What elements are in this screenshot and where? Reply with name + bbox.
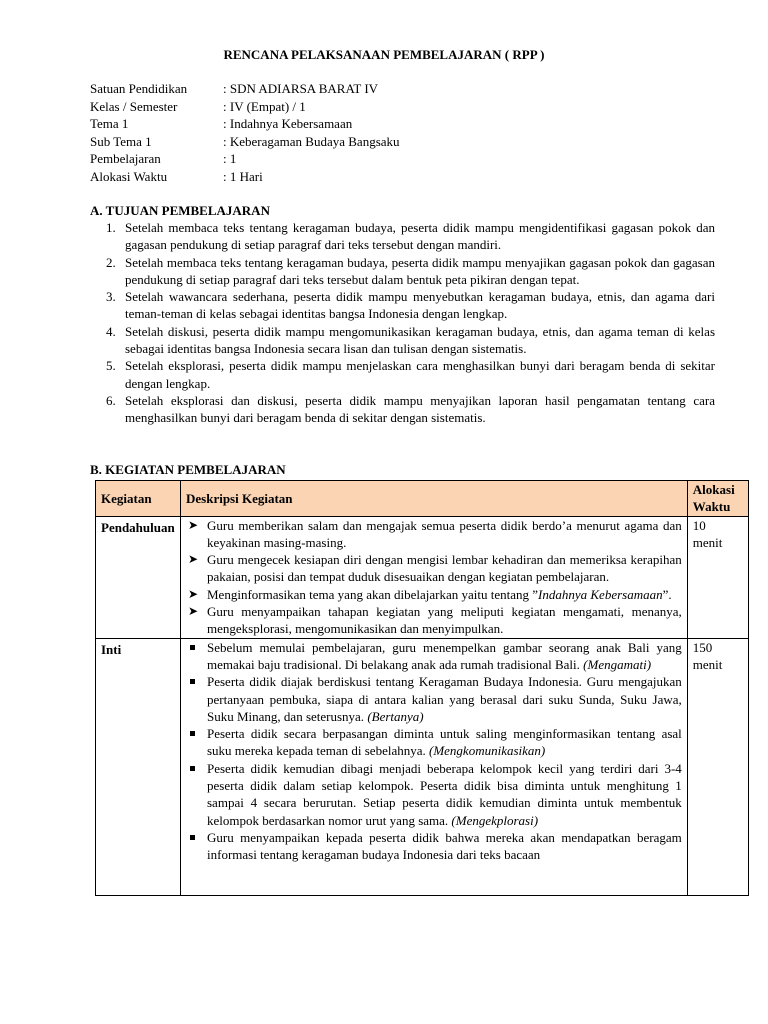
goal-text: Setelah eksplorasi, peserta didik mampu menjelaskan cara menghasilkan bunyi dari beragam benda di sekitar dengan lengkap. [125,358,715,391]
activity-time [687,516,748,638]
table-row-inti [96,638,749,895]
info-label: Satuan Pendidikan [90,81,188,96]
list-item [186,551,682,586]
arrow-bullet-icon: ➤ [188,552,199,567]
section-b-heading: B. KEGIATAN PEMBELAJARAN [90,462,286,477]
activity-tag: (Mengekplorasi) [451,812,539,828]
list-item-text: Sebelum memulai pembelajaran, guru menempelkan gambar seorang anak Bali yang memakai baju tradisional. Di belakang anak ada rumah tradisional Bali. [207,639,682,672]
goal-item [90,392,715,427]
square-bullet-icon [190,731,195,736]
table-row-pendahuluan [96,516,749,638]
identity-block [90,80,400,185]
info-label: Pembelajaran [90,151,161,166]
list-item [186,673,682,725]
list-item [186,586,682,603]
theme-name: Indahnya Kebersamaan [538,586,663,602]
activity-tag: (Bertanya) [367,708,424,724]
info-label: Kelas / Semester [90,98,178,114]
info-value: : IV (Empat) / 1 [223,98,306,114]
arrow-bullet-icon: ➤ [188,604,199,619]
info-row-subtema [90,133,400,151]
goal-item [90,288,715,323]
goal-number: 6. [106,392,116,408]
list-item [186,760,682,829]
goal-item [90,254,715,289]
activity-table [95,480,749,896]
header-kegiatan: Kegiatan [96,481,181,517]
activity-time [687,638,748,895]
goal-text: Setelah diskusi, peserta didik mampu mengomunikasikan keragaman budaya, etnis, dan agama teman di kelas sebagai identitas bangsa Indonesia secara lisan dan tulisan dengan sistematis. [125,323,715,357]
arrow-bullet-icon: ➤ [188,517,199,532]
goal-text: Setelah membaca teks tentang keragaman budaya, peserta didik mampu mengidentifikasi gagasan pokok dan gagasan pendukung di setiap paragraf dari teks tersebut dengan mandiri. [125,220,715,253]
square-bullet-icon [190,645,195,650]
list-item [186,639,682,674]
info-row-pembelajaran [90,150,400,168]
goal-number: 1. [106,220,116,235]
goal-item [90,219,715,254]
activity-name: Pendahuluan [96,516,181,638]
goal-number: 3. [106,289,116,305]
info-row-kelas [90,98,400,116]
list-item-text: Guru memberikan salam dan mengajak semua peserta didik berdo’a menurut agama dan keyakinan masing-masing. [207,517,682,550]
info-label: Alokasi Waktu [90,168,168,184]
section-a-heading: A. TUJUAN PEMBELAJARAN [90,203,270,218]
list-item [186,517,682,552]
activity-description [181,638,688,895]
goal-item [90,357,715,392]
info-value: : Keberagaman Budaya Bangsaku [223,133,400,149]
time-value: 150 [692,639,713,655]
goal-number: 4. [106,323,116,339]
info-row-satuan [90,80,400,98]
list-item [186,603,682,638]
info-value: : 1 Hari [223,168,263,184]
goal-text: Setelah wawancara sederhana, peserta didik mampu menyebutkan keragaman budaya, etnis, dan agama dari teman-teman di kelas sebagai identitas bangsa Indonesia dengan lengkap. [125,289,715,322]
goal-number: 2. [106,254,116,270]
header-alokasi: Alokasi Waktu [687,481,748,517]
info-value: : 1 [223,151,237,166]
arrow-bullet-icon: ➤ [188,586,199,601]
time-unit: menit [692,534,723,550]
activity-name: Inti [96,638,181,895]
info-label: Sub Tema 1 [90,133,152,149]
header-deskripsi: Deskripsi Kegiatan [181,481,688,517]
goal-item [90,323,715,358]
info-value: : SDN ADIARSA BARAT IV [223,81,379,96]
info-row-alokasi [90,168,400,186]
info-label: Tema 1 [90,116,129,131]
info-row-tema [90,115,400,133]
list-item-text: Guru mengecek kesiapan diri dengan mengisi lembar kehadiran dan memeriksa kerapihan pakaian, posisi dan tempat duduk disesuaikan dengan kegiatan pembelajaran. [207,552,682,585]
list-item-text: Peserta didik kemudian dibagi menjadi beberapa kelompok kecil yang terdiri dari 3-4 peserta didik dalam setiap kelompok. Peserta didik bisa diminta untuk menghitung 1 sampai 4 secara berurutan. Setiap peserta didik kemudian diminta untuk membentuk kelompok berdasarkan nomor urut yang sama. [207,760,682,828]
table-header-row [96,481,749,517]
list-item [186,725,682,760]
info-value: : Indahnya Kebersamaan [223,116,353,131]
time-value: 10 [692,517,706,533]
list-item-text: ”. [662,586,672,602]
list-item-text: Guru menyampaikan tahapan kegiatan yang meliputi kegiatan mengamati, menanya, mengeksplorasi, mengomunikasikan dan menyimpulkan. [207,604,682,637]
list-item-text: Menginformasikan tema yang akan dibelajarkan yaitu tentang ” [207,586,539,602]
goal-number: 5. [106,358,116,374]
square-bullet-icon [190,835,195,840]
goals-list [90,219,715,427]
goal-text: Setelah eksplorasi dan diskusi, peserta didik mampu menyajikan laporan hasil pengamatan tentang cara menghasilkan bunyi dari beragam benda di sekitar dengan sistematis. [125,392,715,426]
square-bullet-icon [190,766,195,771]
activity-tag: (Mengkomunikasikan) [429,743,546,759]
activity-tag: (Mengamati) [583,656,652,672]
document-title: RENCANA PELAKSANAAN PEMBELAJARAN ( RPP ) [223,47,545,62]
activity-description [181,516,688,638]
square-bullet-icon [190,679,195,684]
list-item-text: Peserta didik secara berpasangan diminta untuk saling menginformasikan tentang asal suku mereka kepada teman di sebelahnya. [207,726,682,759]
list-item-text: Guru menyampaikan kepada peserta didik bahwa mereka akan mendapatkan beragam informasi tentang keragaman budaya Indonesia dari teks bacaan [207,829,682,863]
list-item [186,829,682,864]
time-unit: menit [692,656,723,672]
list-item-text: Peserta didik diajak berdiskusi tentang Keragaman Budaya Indonesia. Guru mengajukan pertanyaan pembuka, siapa di antara kalian yang berasal dari suku Sunda, Suku Jawa, Suku Minang, dan seterusnya. [207,674,682,724]
goal-text: Setelah membaca teks tentang keragaman budaya, peserta didik mampu menyajikan gagasan pokok dan gagasan pendukung di setiap paragraf dari teks tersebut dalam bentuk peta pikiran dengan tepat. [125,254,715,287]
